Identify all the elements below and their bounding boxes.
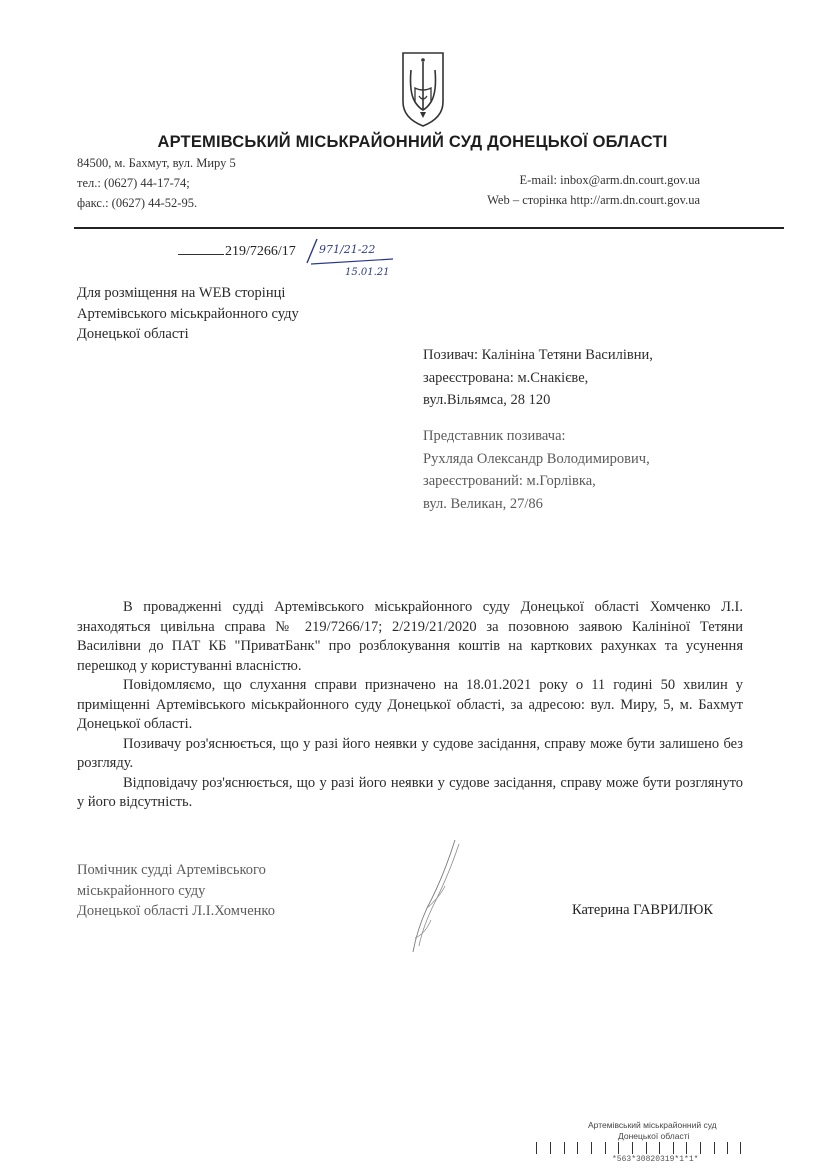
signatory-title-line: міськрайонного суду: [77, 882, 206, 899]
court-email: E-mail: inbox@arm.dn.court.gov.ua: [519, 173, 700, 187]
plaintiff-name: Позивач: Калініна Тетяни Василівни,: [423, 347, 653, 363]
recipient-line: Артемівського міськрайонного суду: [77, 305, 299, 322]
handwritten-registration-mark: [305, 233, 397, 279]
number-blank: [178, 254, 224, 255]
signatory-title: [77, 860, 275, 922]
handwritten-note: 971/21-22: [319, 243, 376, 256]
representative-block: [423, 425, 650, 515]
representative-address: вул. Великан, 27/86: [423, 495, 543, 512]
court-web: Web – сторінка http://arm.dn.court.gov.ua: [487, 193, 700, 207]
case-number: 219/7266/17: [225, 244, 296, 259]
footer-stamp-line: Донецької області: [618, 1131, 690, 1141]
court-fax: факс.: (0627) 44-52-95.: [77, 196, 198, 210]
body-paragraph: Позивачу роз'яснюється, що у разі його неявки у судове засідання, справу може бути залишено без розгляду.: [77, 735, 743, 771]
body-paragraph: В провадженні судді Артемівського міськрайонного суду Донецької області Хомченко Л.І. знаходяться цивільна справа № 219/7266/17; 2/219/21/2020 за позовною заявою Калініної Тетяни Василівни до ПАТ КБ "ПриватБанк" про розблокування коштів на карткових рахунках та усунення перешкод у користуванні власністю.: [77, 599, 743, 674]
recipient-line: Донецької області: [77, 326, 189, 342]
recipient-block: [77, 283, 299, 345]
court-phone: тел.: (0627) 44-17-74;: [77, 176, 190, 190]
footer-stamp-line: Артемівський міськрайонний суд: [588, 1120, 717, 1130]
court-address: 84500, м. Бахмут, вул. Миру 5: [77, 156, 236, 170]
court-name: АРТЕМІВСЬКИЙ МІСЬКРАЙОННИЙ СУД ДОНЕЦЬКОЇ ОБЛАСТІ: [157, 133, 668, 151]
coat-of-arms-icon: [400, 50, 446, 128]
body-paragraph: Повідомляємо, що слухання справи призначено на 18.01.2021 року о 11 годині 50 хвилин у приміщенні Артемівського міськрайонного суду Донецької області, за адресою: вул. Миру, 5, м. Бахмут Донецької області.: [77, 677, 743, 732]
svg-text:15.01.21: 15.01.21: [345, 267, 390, 278]
representative-name: Рухляда Олександр Володимирович,: [423, 450, 650, 467]
header-divider: [74, 227, 784, 229]
signatory-title-line: Донецької області Л.І.Хомченко: [77, 903, 275, 919]
barcode-number: *563*30820319*1*1*: [612, 1155, 699, 1164]
representative-label: Представник позивача:: [423, 428, 566, 444]
body-paragraph: Відповідачу роз'яснюється, що у разі його неявки у судове засідання, справу може бути розглянуто у його відсутність.: [77, 774, 743, 810]
signatory-title-line: Помічник судді Артемівського: [77, 862, 266, 878]
recipient-line: Для розміщення на WEB сторінці: [77, 285, 286, 301]
barcode-icon: [536, 1142, 741, 1154]
outgoing-number: [178, 244, 296, 260]
court-footer-stamp: [588, 1120, 717, 1142]
contact-block-left: [77, 153, 236, 213]
notice-body: [77, 598, 743, 813]
contact-block-right: [487, 170, 700, 210]
handwritten-signature: [405, 838, 465, 954]
plaintiff-block: [423, 344, 653, 412]
signatory-name: Катерина ГАВРИЛЮК: [572, 902, 714, 918]
plaintiff-registration: зареєстрована: м.Снакієве,: [423, 369, 589, 386]
plaintiff-address: вул.Вільямса, 28 120: [423, 392, 551, 408]
representative-registration: зареєстрований: м.Горлівка,: [423, 473, 596, 489]
